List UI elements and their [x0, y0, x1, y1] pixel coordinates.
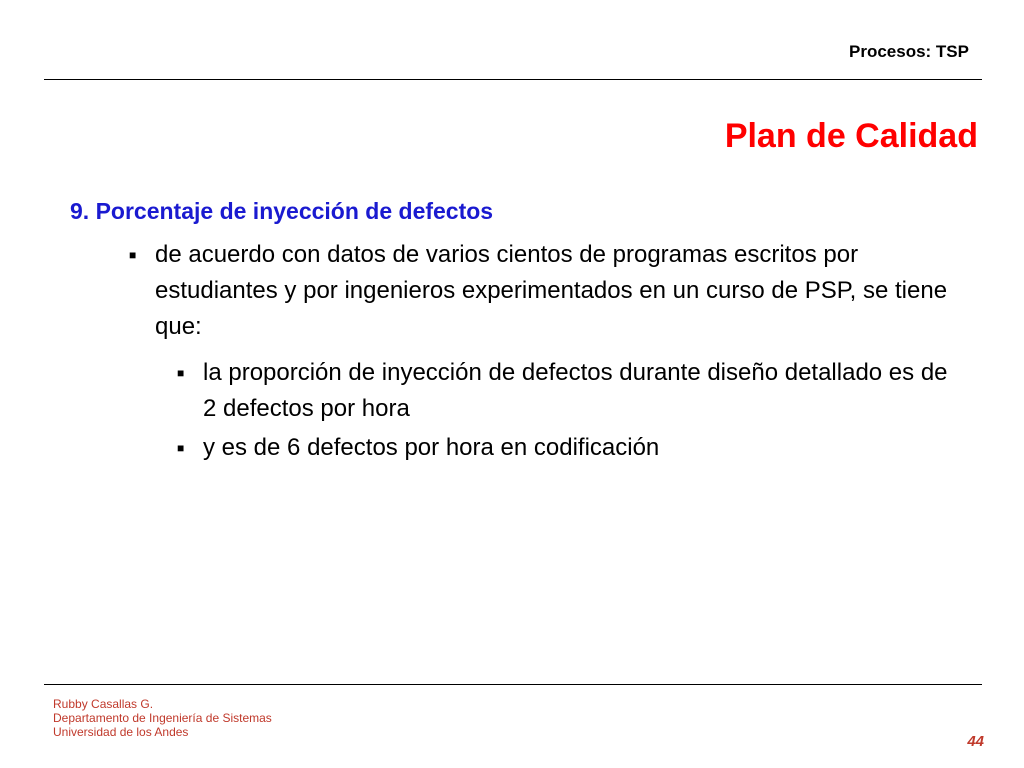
sub-bullet-item [177, 430, 963, 466]
sub-bullet-text: y es de 6 defectos por hora en codificación [203, 434, 660, 461]
bottom-divider [44, 684, 982, 685]
sub-bullet-text: la proporción de inyección de defectos durante diseño detallado es de 2 defectos por hora [203, 359, 948, 422]
bullet-text: de acuerdo con datos de varios cientos de programas escritos por estudiantes y por ingenieros experimentados en un curso de PSP, se tiene que: [155, 241, 948, 340]
bullet-item [129, 237, 955, 345]
footer-credits [53, 697, 272, 739]
header-label: Procesos: TSP [849, 42, 969, 61]
sub-bullet-item [177, 355, 963, 427]
square-bullet-icon: ■ [177, 366, 185, 380]
slide-title: Plan de Calidad [724, 117, 978, 155]
section-heading: 9. Porcentaje de inyección de defectos [70, 198, 494, 224]
footer-author-name: Rubby Casallas G. [53, 697, 154, 711]
top-divider [44, 79, 982, 80]
square-bullet-icon: ■ [129, 248, 137, 262]
footer-university: Universidad de los Andes [53, 725, 189, 739]
square-bullet-icon: ■ [177, 441, 185, 455]
page-number: 44 [967, 733, 984, 750]
footer-department: Departamento de Ingeniería de Sistemas [53, 711, 272, 725]
